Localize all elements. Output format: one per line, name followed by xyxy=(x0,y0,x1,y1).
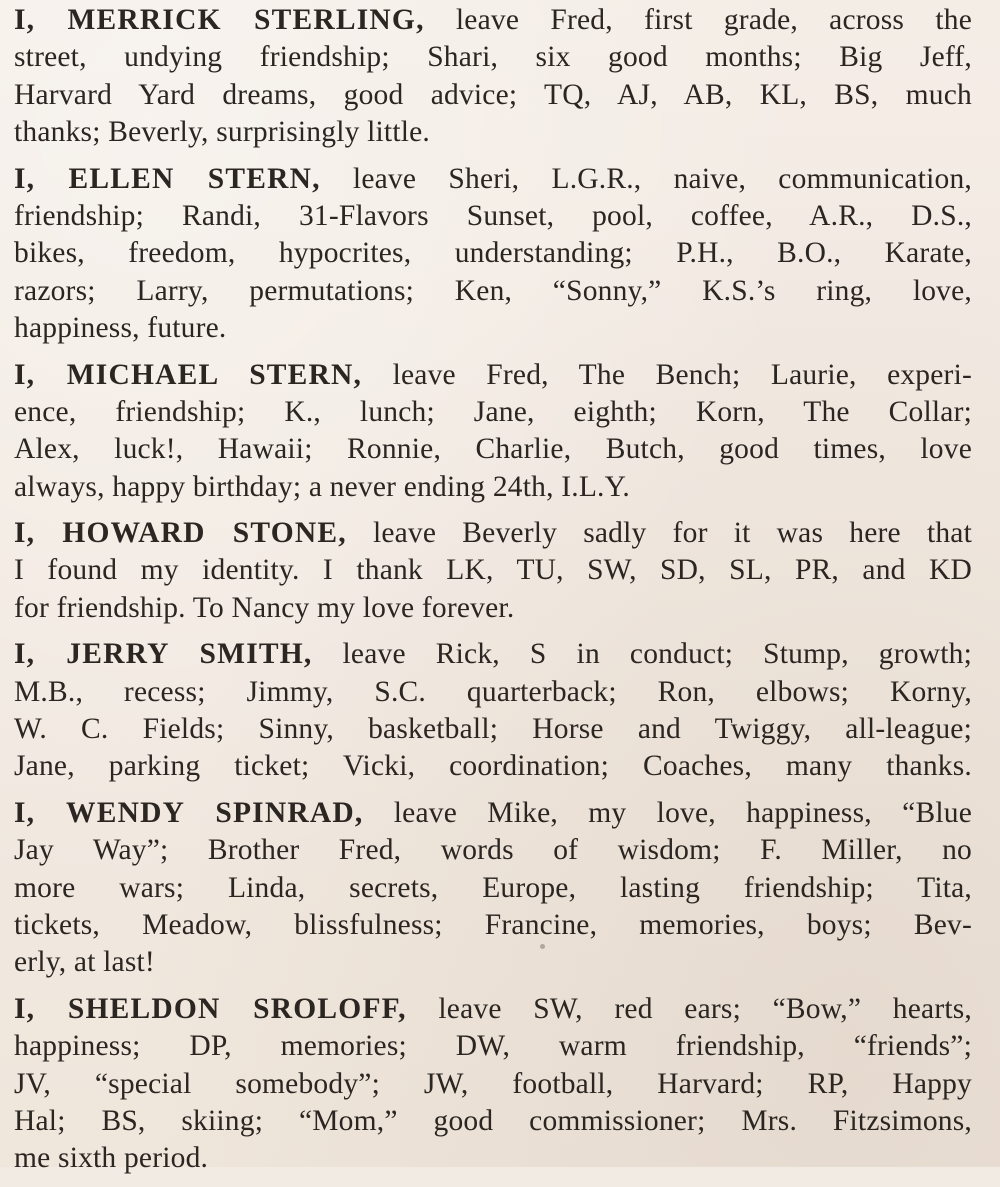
entry-line: Hal; BS, skiing; “Mom,” good commissioner; Mrs. Fitzsimons, xyxy=(14,1104,972,1137)
will-entry-sheldon-sroloff xyxy=(14,991,972,1178)
entry-line: street, undying friendship; Shari, six good months; Big Jeff, xyxy=(14,41,972,74)
entry-line: W. C. Fields; Sinny, basketball; Horse and Twiggy, all-league; xyxy=(14,713,972,746)
entry-line: happiness; DP, memories; DW, warm friendship, “friends”; xyxy=(14,1030,972,1063)
entry-line: friendship; Randi, 31-Flavors Sunset, pool, coffee, A.R., D.S., xyxy=(14,199,972,232)
entry-line: M.B., recess; Jimmy, S.C. quarterback; Ron, elbows; Korny, xyxy=(14,675,972,708)
entry-text: leave Mike, my love, happiness, “Blue xyxy=(363,796,972,829)
entry-line: ence, friendship; K., lunch; Jane, eighth; Korn, The Collar; xyxy=(14,395,972,428)
entry-name: I, WENDY SPINRAD, xyxy=(14,796,364,829)
ink-speck xyxy=(540,944,545,949)
entry-line: I found my identity. I thank LK, TU, SW, SD, SL, PR, and KD xyxy=(14,554,972,587)
entry-line xyxy=(14,795,972,832)
entry-line: Harvard Yard dreams, good advice; TQ, AJ, AB, KL, BS, much xyxy=(14,78,972,111)
entry-line: JV, “special somebody”; JW, football, Harvard; RP, Happy xyxy=(14,1067,972,1100)
will-entry-ellen-stern xyxy=(14,161,972,348)
entry-name: I, ELLEN STERN, xyxy=(14,162,321,195)
entry-line: erly, at last! xyxy=(14,946,155,979)
entry-line xyxy=(14,991,972,1028)
will-entry-wendy-spinrad xyxy=(14,795,972,982)
entry-line xyxy=(14,515,972,552)
entry-line: happiness, future. xyxy=(14,312,227,345)
entry-line xyxy=(14,2,972,39)
entry-name: I, SHELDON SROLOFF, xyxy=(14,992,407,1025)
entry-line: for friendship. To Nancy my love forever. xyxy=(14,591,515,624)
entry-text: leave Beverly sadly for it was here that xyxy=(346,517,972,550)
entry-line: Jay Way”; Brother Fred, words of wisdom; F. Miller, no xyxy=(14,834,972,867)
entry-line: me sixth period. xyxy=(14,1142,209,1175)
entry-line xyxy=(14,357,972,394)
entry-line: razors; Larry, permutations; Ken, “Sonny,” K.S.’s ring, love, xyxy=(14,274,972,307)
entry-name: I, JERRY SMITH, xyxy=(14,638,313,671)
entry-text: leave SW, red ears; “Bow,” hearts, xyxy=(406,992,973,1025)
entry-line: more wars; Linda, secrets, Europe, lasting friendship; Tita, xyxy=(14,871,972,904)
entry-line: Alex, luck!, Hawaii; Ronnie, Charlie, Butch, good times, love xyxy=(14,433,972,466)
entry-name: I, MICHAEL STERN, xyxy=(14,358,363,391)
entry-line xyxy=(14,636,972,673)
will-entry-michael-stern xyxy=(14,357,972,507)
will-entry-jerry-smith xyxy=(14,636,972,786)
will-entry-howard-stone xyxy=(14,515,972,627)
entry-name: I, MERRICK STERLING, xyxy=(14,4,425,36)
entry-text: leave Sheri, L.G.R., naive, communication, xyxy=(320,162,972,195)
entry-line xyxy=(14,161,972,198)
entry-line: thanks; Beverly, surprisingly little. xyxy=(14,116,430,149)
will-entry-merrick-sterling xyxy=(14,2,972,152)
entry-text: leave Fred, The Bench; Laurie, experi- xyxy=(362,358,972,391)
entry-name: I, HOWARD STONE, xyxy=(14,517,347,550)
entry-text: leave Fred, first grade, across the xyxy=(424,4,972,36)
entry-text: leave Rick, S in conduct; Stump, growth; xyxy=(312,638,972,671)
entry-line: tickets, Meadow, blissfulness; Francine, memories, boys; Bev- xyxy=(14,908,972,941)
last-will-column xyxy=(14,2,972,1187)
entry-line: always, happy birthday; a never ending 24th, I.L.Y. xyxy=(14,470,630,503)
entry-line: bikes, freedom, hypocrites, understanding; P.H., B.O., Karate, xyxy=(14,237,972,270)
entry-line: Jane, parking ticket; Vicki, coordination; Coaches, many thanks. xyxy=(14,750,972,783)
